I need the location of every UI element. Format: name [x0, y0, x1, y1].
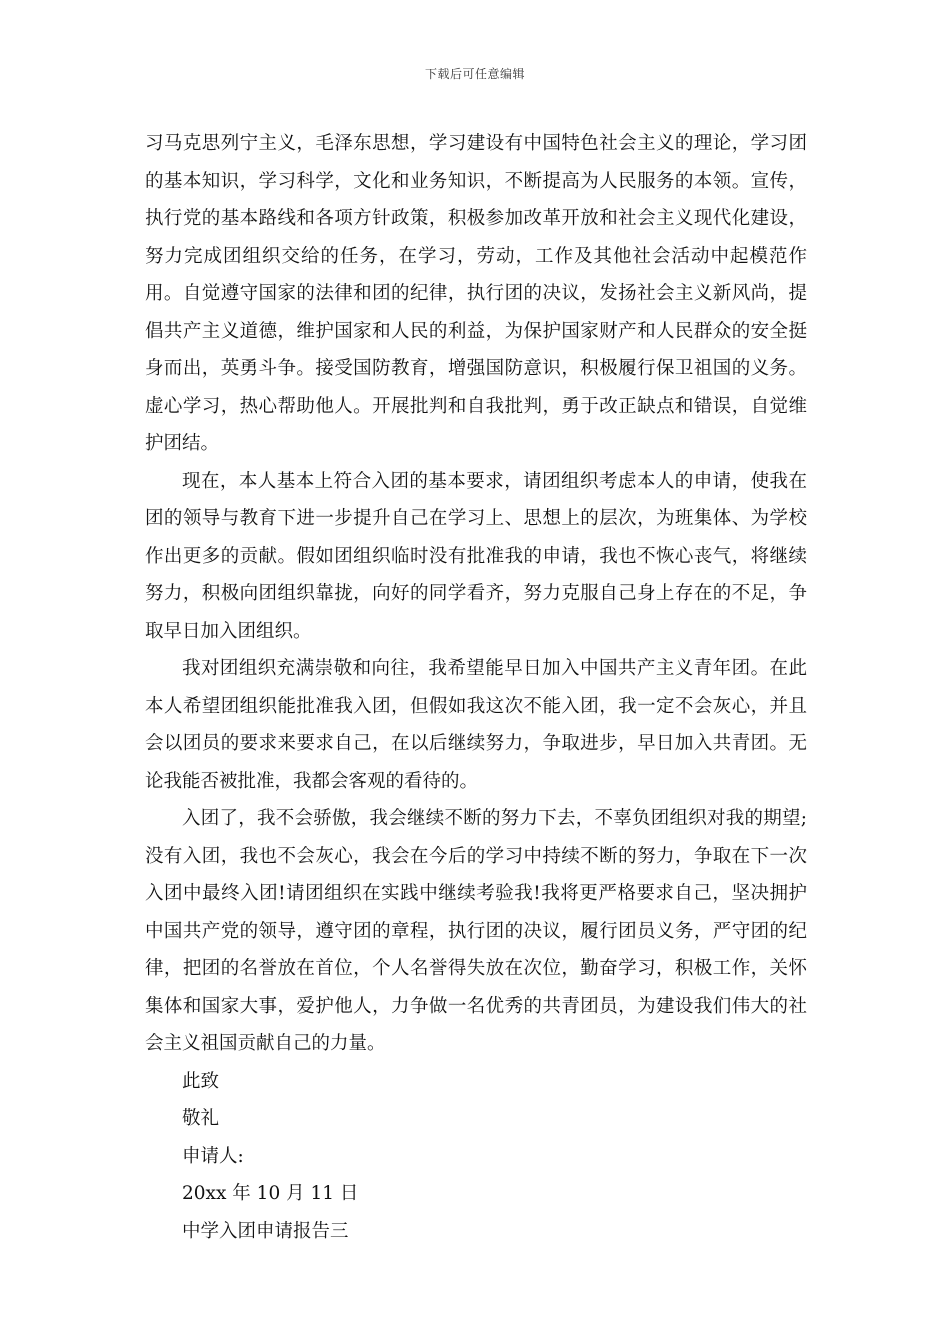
next-section-title: 中学入团申请报告三 [182, 1220, 349, 1242]
application-date: 20xx 年 10 月 11 日 [182, 1183, 359, 1204]
page-header: 下载后可任意编辑 [424, 67, 525, 81]
closing-regards: 敬礼 [182, 1108, 220, 1129]
document-body [145, 125, 807, 1250]
paragraph-aspiration: 我对团组织充满崇敬和向往，我希望能早日加入中国共产主义青年团。在此本人希望团组织能批准我入团，但假如我这次不能入团，我一定不会灰心，并且会以团员的要求来要求自己，在以后继续努力，争取进步，早日加入共青团。无论我能否被批准，我都会客观的看待的。 [145, 658, 807, 792]
paragraph-current-status: 现在，本人基本上符合入团的基本要求，请团组织考虑本人的申请，使我在团的领导与教育下进一步提升自己在学习上、思想上的层次，为班集体、为学校作出更多的贡献。假如团组织临时没有批准我的申请，我也不恢心丧气，将继续努力，积极向团组织靠拢，向好的同学看齐，努力克服自己身上存在的不足，争取早日加入团组织。 [145, 470, 807, 642]
closing-salutation: 此致 [182, 1070, 220, 1092]
paragraph-commitment: 入团了，我不会骄傲，我会继续不断的努力下去，不辜负团组织对我的期望;没有入团，我也不会灰心，我会在今后的学习中持续不断的努力，争取在下一次入团中最终入团!请团组织在实践中继续考验我!我将更严格要求自己，坚决拥护中国共产党的领导，遵守团的章程，执行团的决议，履行团员义务，严守团的纪律，把团的名誉放在首位，个人名誉得失放在次位，勤奋学习，积极工作，关怀集体和国家大事，爱护他人，力争做一名优秀的共青团员，为建设我们伟大的社会主义祖国贡献自己的力量。 [145, 808, 807, 1054]
applicant-label: 申请人: [182, 1145, 244, 1167]
paragraph-continued: 习马克思列宁主义，毛泽东思想，学习建设有中国特色社会主义的理论，学习团的基本知识，学习科学，文化和业务知识，不断提高为人民服务的本领。宣传，执行党的基本路线和各项方针政策，积极参加改革开放和社会主义现代化建设，努力完成团组织交给的任务，在学习，劳动，工作及其他社会活动中起模范作用。自觉遵守国家的法律和团的纪律，执行团的决议，发扬社会主义新风尚，提倡共产主义道德，维护国家和人民的利益，为保护国家财产和人民群众的安全挺身而出，英勇斗争。接受国防教育，增强国防意识，积极履行保卫祖国的义务。虚心学习，热心帮助他人。开展批判和自我批判，勇于改正缺点和错误，自觉维护团结。 [145, 133, 807, 454]
